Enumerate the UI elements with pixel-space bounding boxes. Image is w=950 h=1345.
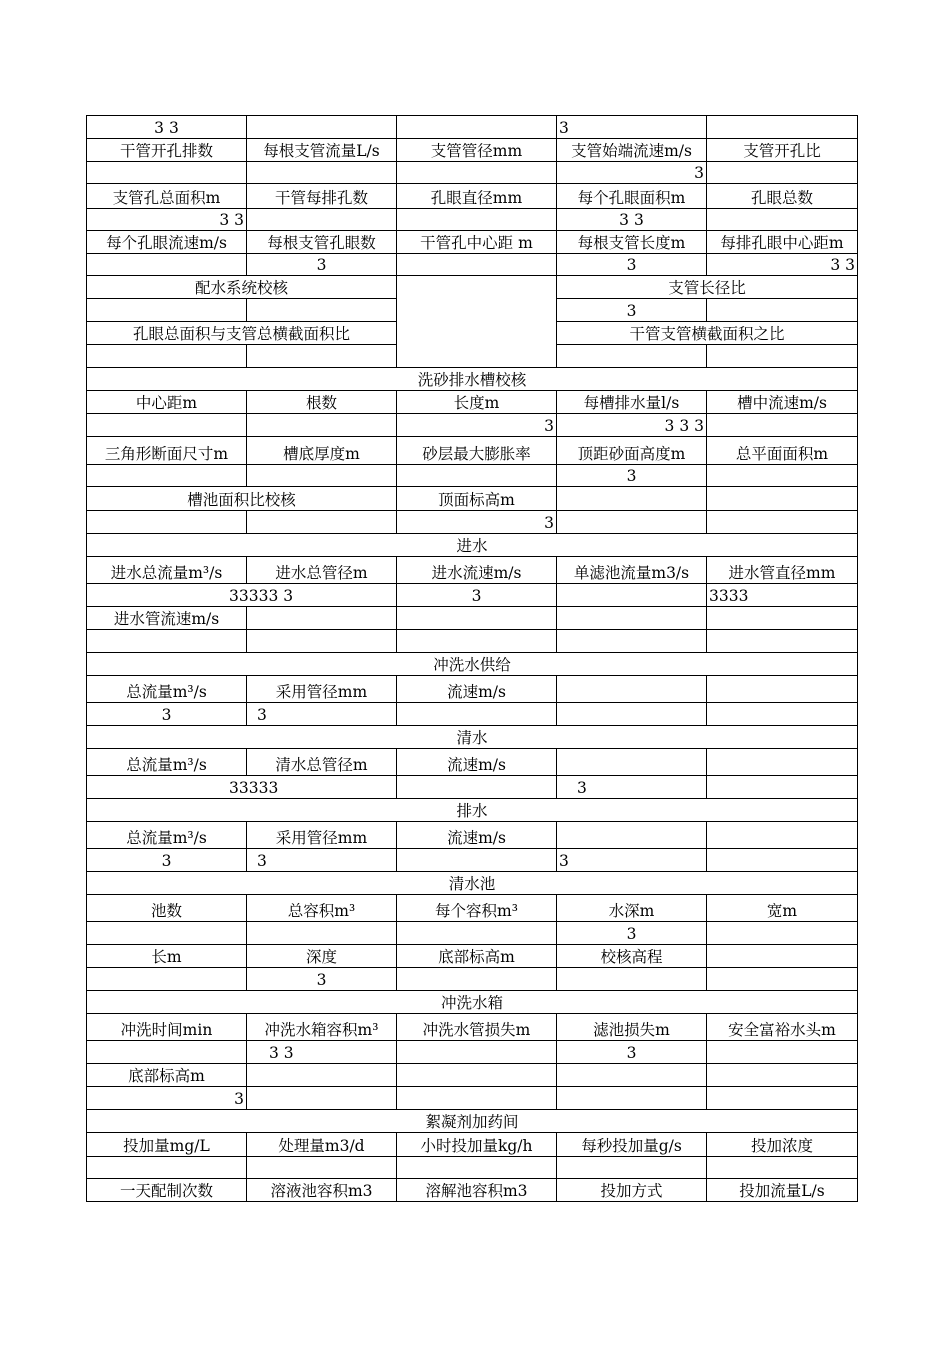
cell	[707, 465, 858, 487]
dose-section	[87, 1110, 858, 1202]
sheet-cell: 3 3	[87, 116, 247, 139]
cell	[87, 1157, 247, 1179]
sheet-cell: 支管管径mm	[397, 139, 557, 162]
cell	[557, 676, 707, 703]
cell	[707, 511, 858, 534]
header-cell: 总流量m³/s	[87, 822, 247, 849]
sheet-cell: 3	[557, 162, 707, 184]
sheet-row	[87, 254, 858, 276]
cell	[707, 209, 858, 231]
calculation-sheet	[86, 115, 858, 1202]
sheet-cell: 3 3	[557, 209, 707, 231]
cell	[557, 822, 707, 849]
sheet-cell: 3	[557, 254, 707, 276]
header-cell: 每秒投加量g/s	[557, 1133, 707, 1157]
sheet-row	[87, 209, 858, 231]
cell	[87, 630, 247, 653]
cell	[87, 922, 247, 945]
cell	[247, 465, 397, 487]
sheet-cell: 支管开孔比	[707, 139, 858, 162]
cell	[707, 1064, 858, 1087]
header-cell: 溶解池容积m3	[397, 1179, 557, 1202]
cell	[247, 116, 397, 139]
header-cell: 冲洗水管损失m	[397, 1014, 557, 1041]
cell	[707, 162, 858, 184]
cell	[707, 703, 858, 726]
cell	[557, 345, 707, 368]
cell-value: 3	[557, 1041, 707, 1064]
cell	[87, 299, 247, 322]
header-cell: 安全富裕水头m	[707, 1014, 858, 1041]
sheet-cell: 每排孔眼中心距m	[707, 231, 858, 254]
header-cell: 根数	[247, 391, 397, 414]
inlet-section	[87, 534, 858, 653]
sheet-cell: 每根支管流量L/s	[247, 139, 397, 162]
header-cell: 冲洗时间min	[87, 1014, 247, 1041]
cell	[707, 1041, 858, 1064]
cell	[397, 116, 557, 139]
cell	[397, 254, 557, 276]
sheet-cell: 支管始端流速m/s	[557, 139, 707, 162]
cell	[247, 414, 397, 437]
header-cell: 进水管直径mm	[707, 557, 858, 584]
cell	[247, 209, 397, 231]
check-blank	[397, 276, 557, 368]
cell	[557, 1157, 707, 1179]
cell	[557, 487, 707, 511]
cell	[557, 630, 707, 653]
cell-value: 3	[87, 703, 247, 726]
header-cell: 进水总管径m	[247, 557, 397, 584]
sheet-cell: 孔眼总数	[707, 184, 858, 209]
header-cell: 进水管流速m/s	[87, 607, 247, 630]
cell	[247, 630, 397, 653]
cell-value: 3	[397, 584, 557, 607]
cell-value: 3 3	[247, 1041, 397, 1064]
cell	[557, 703, 707, 726]
cell	[557, 749, 707, 776]
check-title-right: 支管长径比	[557, 276, 858, 299]
cell	[557, 1064, 707, 1087]
header-cell: 投加浓度	[707, 1133, 858, 1157]
cell	[707, 776, 858, 799]
cell-value: 3	[247, 968, 397, 991]
cell	[247, 607, 397, 630]
cell	[87, 465, 247, 487]
cell	[397, 1064, 557, 1087]
cell	[707, 676, 858, 703]
header-cell: 冲洗水箱容积m³	[247, 1014, 397, 1041]
cell	[397, 1041, 557, 1064]
cell	[707, 630, 858, 653]
cell	[707, 116, 858, 139]
distribution-rows	[87, 116, 858, 276]
cell	[87, 414, 247, 437]
header-cell: 中心距m	[87, 391, 247, 414]
cell	[87, 162, 247, 184]
header-cell: 小时投加量kg/h	[397, 1133, 557, 1157]
header-cell: 三角形断面尺寸m	[87, 437, 247, 465]
cell	[707, 1157, 858, 1179]
header-cell: 长度m	[397, 391, 557, 414]
cell	[397, 1157, 557, 1179]
header-cell: 槽中流速m/s	[707, 391, 858, 414]
check-section	[87, 276, 858, 368]
header-cell: 进水总流量m³/s	[87, 557, 247, 584]
pool-section	[87, 872, 858, 991]
cell	[247, 1064, 397, 1087]
sheet-row	[87, 116, 858, 139]
cell	[87, 254, 247, 276]
sheet-cell: 3 3	[707, 254, 858, 276]
cell	[707, 849, 858, 872]
sand-title: 洗砂排水槽校核	[87, 368, 858, 391]
cell-value: 3	[557, 849, 707, 872]
sheet-row	[87, 162, 858, 184]
pool-title: 清水池	[87, 872, 858, 895]
clear-section	[87, 726, 858, 799]
cell	[707, 749, 858, 776]
cell-value: 3	[397, 414, 557, 437]
header-cell: 采用管径mm	[247, 676, 397, 703]
cell	[87, 345, 247, 368]
sheet-cell: 干管开孔排数	[87, 139, 247, 162]
header-cell: 水深m	[557, 895, 707, 922]
cell	[247, 299, 397, 322]
sheet-cell: 每个孔眼面积m	[557, 184, 707, 209]
sheet-cell: 每个孔眼流速m/s	[87, 231, 247, 254]
cell	[707, 1087, 858, 1110]
cell-value: 33333 3	[87, 584, 397, 607]
cell	[87, 511, 247, 534]
header-cell: 长m	[87, 945, 247, 968]
header-cell: 砂层最大膨胀率	[397, 437, 557, 465]
header-cell: 处理量m3/d	[247, 1133, 397, 1157]
cell	[397, 776, 557, 799]
check-title-left: 配水系统校核	[87, 276, 397, 299]
header-cell: 顶面标高m	[397, 487, 557, 511]
sheet-cell: 支管孔总面积m	[87, 184, 247, 209]
header-cell: 池数	[87, 895, 247, 922]
cell	[707, 345, 858, 368]
cell	[557, 968, 707, 991]
cell	[707, 414, 858, 437]
header-cell: 溶液池容积m3	[247, 1179, 397, 1202]
cell	[707, 922, 858, 945]
cell	[87, 1041, 247, 1064]
header-cell: 一天配制次数	[87, 1179, 247, 1202]
header-cell: 总流量m³/s	[87, 676, 247, 703]
dose-title: 絮凝剂加药间	[87, 1110, 858, 1133]
cell-value: 3333	[707, 584, 858, 607]
cell	[397, 703, 557, 726]
cell	[397, 1087, 557, 1110]
cell-value: 3	[247, 849, 397, 872]
cell	[707, 945, 858, 968]
header-cell: 流速m/s	[397, 749, 557, 776]
cell	[397, 209, 557, 231]
cell-value: 3	[397, 511, 557, 534]
cell	[707, 968, 858, 991]
sheet-cell: 3	[557, 116, 707, 139]
cell-value: 3	[557, 465, 707, 487]
header-cell: 槽底厚度m	[247, 437, 397, 465]
tank-title: 冲洗水箱	[87, 991, 858, 1014]
header-cell: 校核高程	[557, 945, 707, 968]
cell	[707, 487, 858, 511]
header-cell: 投加方式	[557, 1179, 707, 1202]
header-cell: 每个容积m³	[397, 895, 557, 922]
sheet-cell: 干管每排孔数	[247, 184, 397, 209]
wash-title: 冲洗水供给	[87, 653, 858, 676]
cell	[557, 607, 707, 630]
cell	[397, 630, 557, 653]
header-cell: 总流量m³/s	[87, 749, 247, 776]
header-cell: 投加流量L/s	[707, 1179, 858, 1202]
header-cell: 流速m/s	[397, 822, 557, 849]
sheet-cell: 干管孔中心距 m	[397, 231, 557, 254]
sheet-row	[87, 184, 858, 209]
header-cell: 流速m/s	[397, 676, 557, 703]
cell-value: 3	[557, 776, 707, 799]
sheet-row	[87, 139, 858, 162]
cell	[247, 1087, 397, 1110]
sheet-cell: 3	[247, 254, 397, 276]
header-cell: 清水总管径m	[247, 749, 397, 776]
header-cell: 进水流速m/s	[397, 557, 557, 584]
sheet-cell: 每根支管长度m	[557, 231, 707, 254]
cell	[557, 584, 707, 607]
cell	[397, 849, 557, 872]
header-cell: 采用管径mm	[247, 822, 397, 849]
cell	[87, 968, 247, 991]
header-cell: 宽m	[707, 895, 858, 922]
cell	[397, 922, 557, 945]
tank-section	[87, 991, 858, 1110]
cell	[397, 968, 557, 991]
cell	[707, 607, 858, 630]
cell	[247, 162, 397, 184]
cell-value: 3	[87, 1087, 247, 1110]
sheet-cell: 每根支管孔眼数	[247, 231, 397, 254]
header-cell: 顶距砂面高度m	[557, 437, 707, 465]
sheet-cell: 孔眼直径mm	[397, 184, 557, 209]
header-cell: 总容积m³	[247, 895, 397, 922]
header-cell: 滤池损失m	[557, 1014, 707, 1041]
cell-value: 3	[557, 299, 707, 322]
cell-value: 33333	[87, 776, 397, 799]
header-cell: 深度	[247, 945, 397, 968]
cell	[247, 511, 397, 534]
header-cell: 底部标高m	[87, 1064, 247, 1087]
cell	[707, 822, 858, 849]
cell-value: 3	[557, 922, 707, 945]
cell-value: 3	[87, 849, 247, 872]
clear-title: 清水	[87, 726, 858, 749]
cell	[397, 162, 557, 184]
header-cell: 底部标高m	[397, 945, 557, 968]
drain-section	[87, 799, 858, 872]
inlet-title: 进水	[87, 534, 858, 557]
cell	[707, 299, 858, 322]
header-cell: 投加量mg/L	[87, 1133, 247, 1157]
cell	[247, 345, 397, 368]
cell	[397, 465, 557, 487]
cell	[397, 607, 557, 630]
check-label-right: 干管支管横截面积之比	[557, 322, 858, 345]
drain-title: 排水	[87, 799, 858, 822]
header-cell: 单滤池流量m3/s	[557, 557, 707, 584]
cell	[247, 1157, 397, 1179]
sheet-row	[87, 231, 858, 254]
sheet-cell: 3 3	[87, 209, 247, 231]
cell	[247, 922, 397, 945]
header-cell: 每槽排水量l/s	[557, 391, 707, 414]
cell	[557, 1087, 707, 1110]
cell	[557, 511, 707, 534]
check-label-left: 孔眼总面积与支管总横截面积比	[87, 322, 397, 345]
cell-value: 3	[247, 703, 397, 726]
wash-section	[87, 653, 858, 726]
cell-value: 3 3 3	[557, 414, 707, 437]
header-cell: 总平面面积m	[707, 437, 858, 465]
header-cell: 槽池面积比校核	[87, 487, 397, 511]
sand-section	[87, 368, 858, 534]
